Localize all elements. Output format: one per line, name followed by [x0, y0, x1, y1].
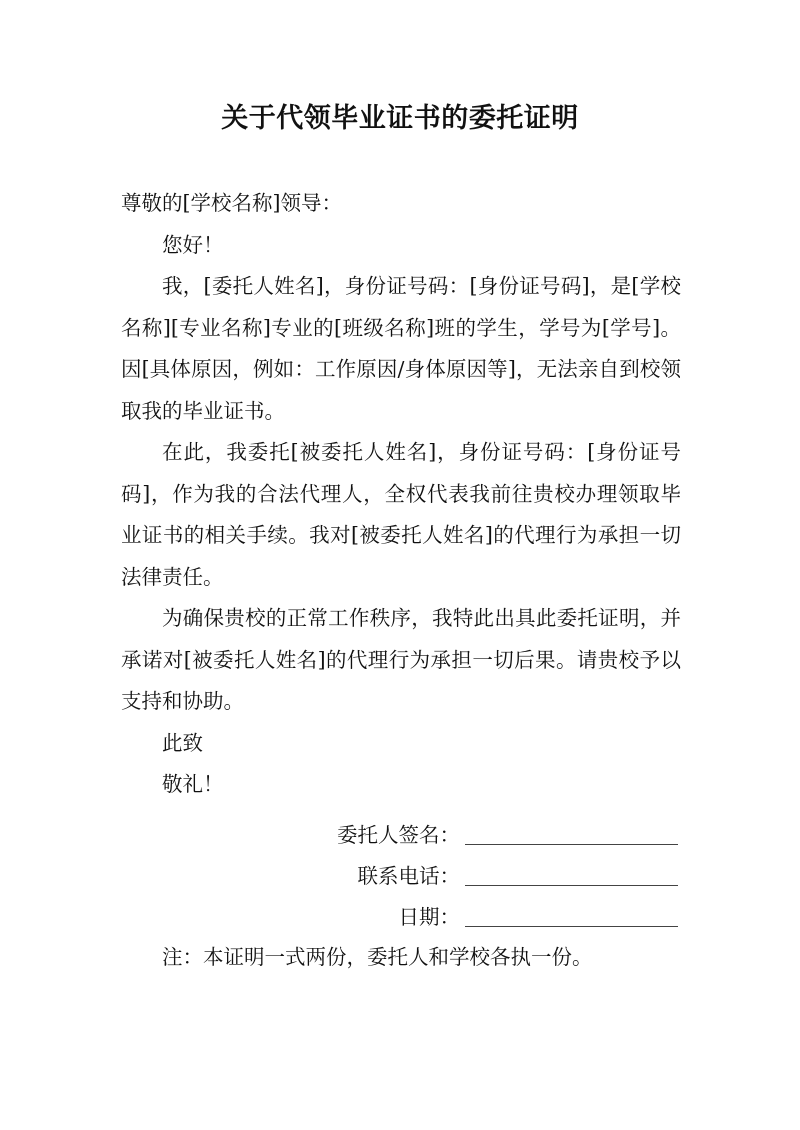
date-row [200, 900, 680, 932]
date-label: 日期： [398, 905, 460, 929]
greeting: 您好！ [162, 232, 224, 257]
signature-label: 委托人签名： [337, 823, 460, 847]
phone-row [200, 859, 680, 891]
date-line [465, 926, 678, 927]
salutation: 尊敬的[学校名称]领导： [121, 191, 342, 215]
document-title: 关于代领毕业证书的委托证明 [221, 103, 579, 134]
paragraph-entrustment: 在此，我委托[被委托人姓名]，身份证号码：[身份证号码]，作为我的合法代理人，全权代表我前往贵校办理领取毕业证书的相关手续。我对[被委托人姓名]的代理行为承担一切法律责任。 [121, 440, 681, 589]
closing-cizhi: 此致 [162, 730, 203, 755]
footnote: 注：本证明一式两份，委托人和学校各执一份。 [162, 945, 593, 969]
phone-label: 联系电话： [357, 864, 460, 888]
document-body [121, 183, 681, 806]
phone-line [465, 885, 678, 886]
paragraph-commitment: 为确保贵校的正常工作秩序，我特此出具此委托证明，并承诺对[被委托人姓名]的代理行为承担一切后果。请贵校予以支持和协助。 [121, 606, 681, 713]
paragraph-entrustor-info: 我，[委托人姓名]，身份证号码：[身份证号码]，是[学校名称][专业名称]专业的[班级名称]班的学生，学号为[学号]。因[具体原因，例如：工作原因/身体原因等]，无法亲自到校领取我的毕业证书。 [121, 274, 681, 423]
signature-row [200, 818, 680, 850]
signature-line [465, 844, 678, 845]
closing-jingli: 敬礼！ [162, 772, 224, 796]
